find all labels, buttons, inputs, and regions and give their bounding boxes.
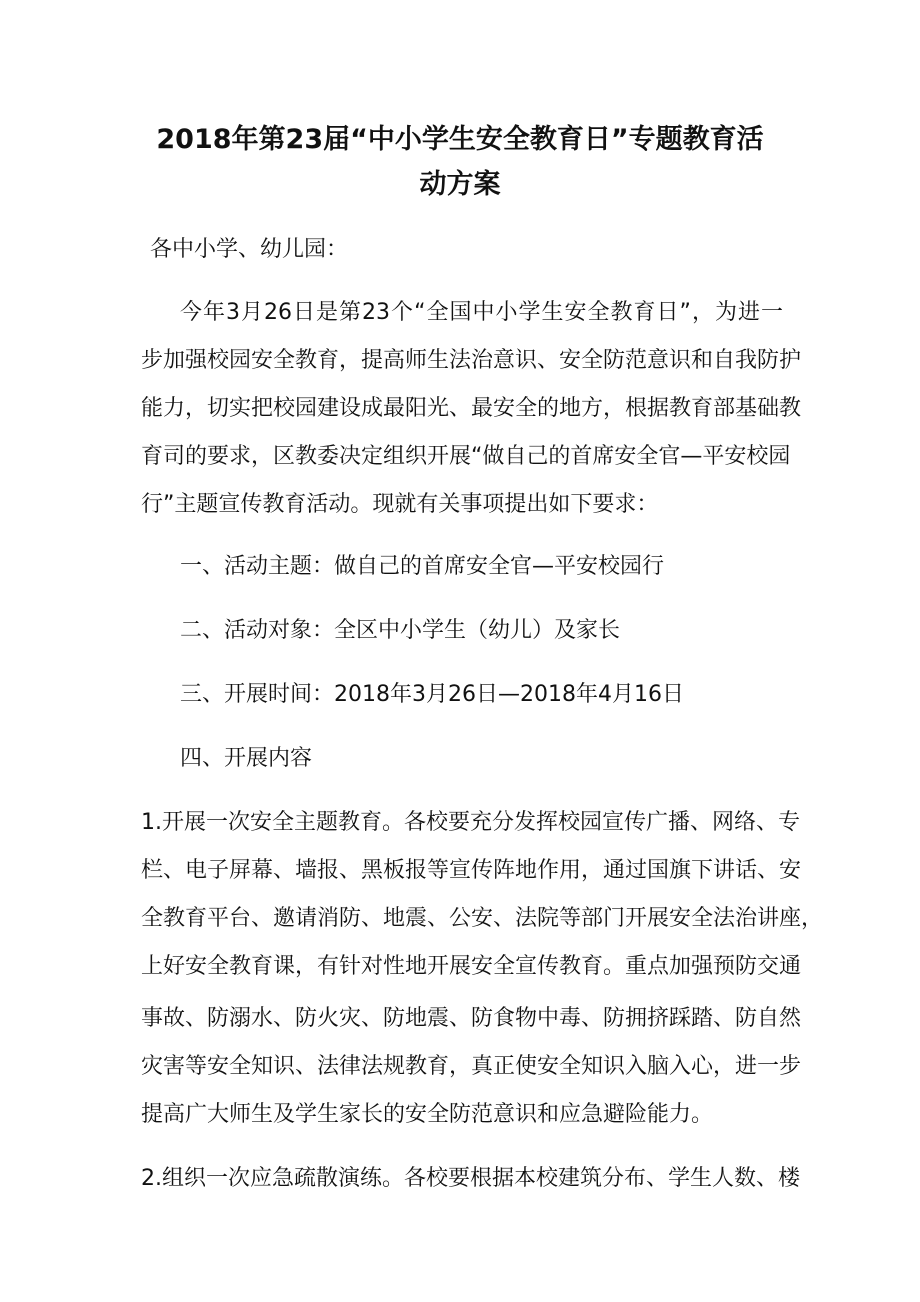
section-heading-theme: 一、活动主题：做自己的首席安全官—平安校园行 (180, 554, 665, 579)
section-heading-audience: 二、活动对象：全区中小学生（幼儿）及家长 (180, 618, 621, 643)
section-heading-content: 四、开展内容 (180, 746, 313, 771)
item1-line: 1.开展一次安全主题教育。各校要充分发挥校园宣传广播、网络、专 (141, 810, 800, 835)
intro-line: 行”主题宣传教育活动。现就有关事项提出如下要求： (141, 492, 659, 517)
item1-line: 栏、电子屏幕、墙报、黑板报等宣传阵地作用，通过国旗下讲话、安 (141, 858, 802, 883)
document-title-line-2: 动方案 (419, 169, 501, 200)
intro-line: 今年3月26日是第23个“全国中小学生安全教育日”，为进一 (180, 300, 783, 325)
item1-line: 全教育平台、邀请消防、地震、公安、法院等部门开展安全法治讲座， (141, 906, 824, 931)
greeting: 各中小学、幼儿园： (150, 237, 349, 262)
intro-line: 育司的要求，区教委决定组织开展“做自己的首席安全官—平安校园 (141, 444, 791, 469)
item1-line: 灾害等安全知识、法律法规教育，真正使安全知识入脑入心，进一步 (141, 1054, 802, 1079)
document-title-line-1: 2018年第23届“中小学生安全教育日”专题教育活 (156, 124, 764, 155)
intro-line: 步加强校园安全教育，提高师生法治意识、安全防范意识和自我防护 (141, 348, 802, 373)
item1-line: 事故、防溺水、防火灾、防地震、防食物中毒、防拥挤踩踏、防自然 (141, 1006, 802, 1031)
section-heading-time: 三、开展时间：2018年3月26日—2018年4月16日 (180, 682, 684, 707)
item1-line: 提高广大师生及学生家长的安全防范意识和应急避险能力。 (141, 1102, 714, 1127)
intro-line: 能力，切实把校园建设成最阳光、最安全的地方，根据教育部基础教 (141, 396, 802, 421)
item2-line: 2.组织一次应急疏散演练。各校要根据本校建筑分布、学生人数、楼 (141, 1166, 800, 1191)
item1-line: 上好安全教育课，有针对性地开展安全宣传教育。重点加强预防交通 (141, 954, 802, 979)
